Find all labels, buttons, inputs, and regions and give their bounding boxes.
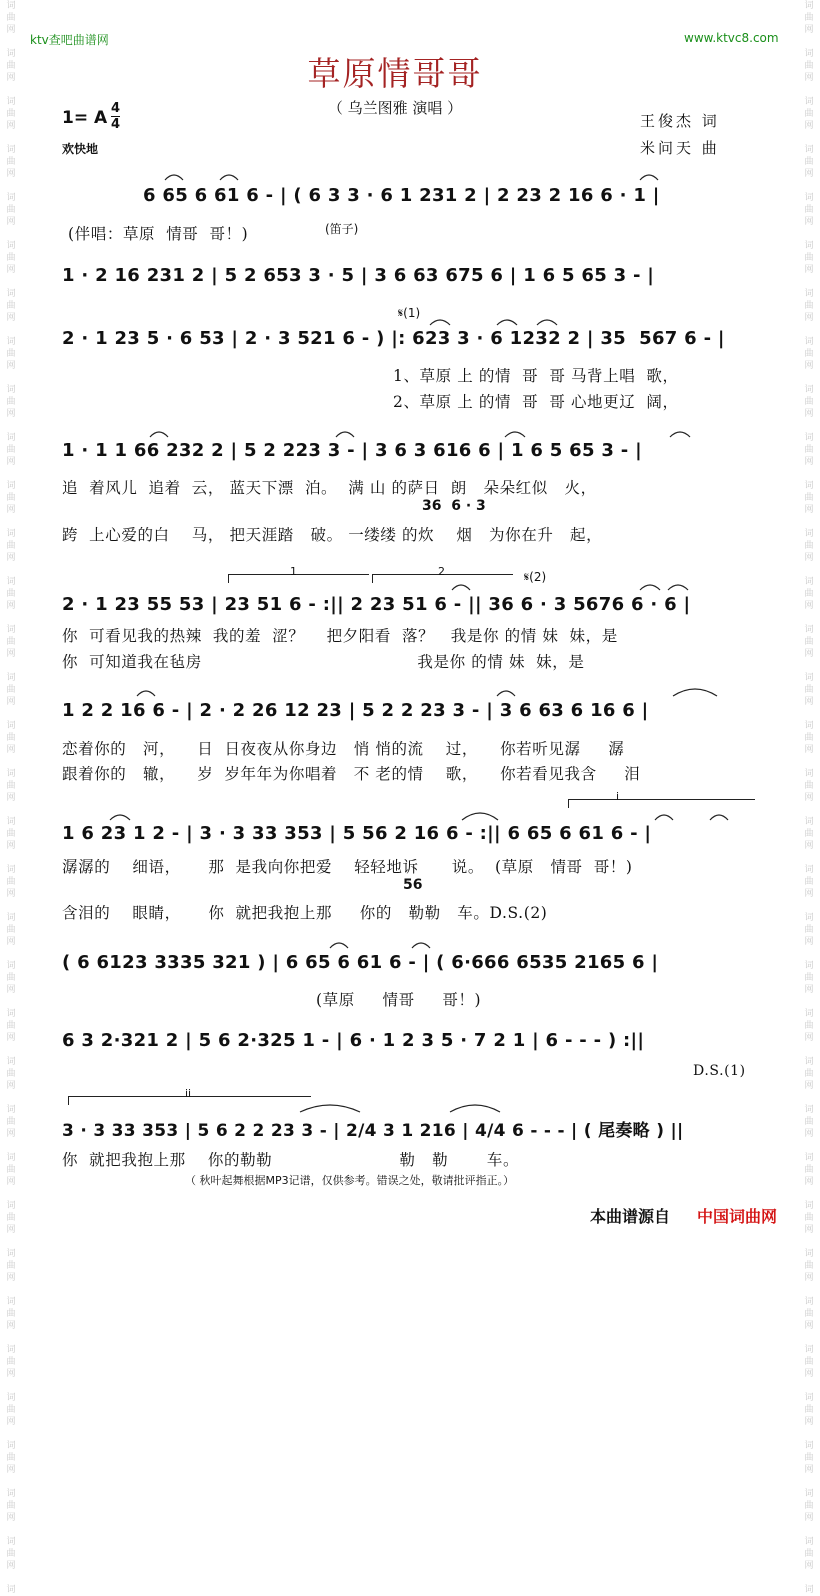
watermark-char: 网 bbox=[6, 457, 16, 467]
watermark-char: 网 bbox=[804, 601, 814, 611]
watermark-char: 曲 bbox=[804, 1453, 814, 1463]
watermark-char: 词 bbox=[6, 721, 16, 731]
watermark-char: 网 bbox=[6, 1225, 16, 1235]
watermark-char: 词 bbox=[804, 961, 814, 971]
watermark-char: 词 bbox=[6, 1057, 16, 1067]
watermark-char: 网 bbox=[804, 361, 814, 371]
watermark-char: 曲 bbox=[804, 1213, 814, 1223]
watermark-char: 词 bbox=[804, 1201, 814, 1211]
performer: （ 乌兰图雅 演唱 ） bbox=[327, 99, 463, 117]
watermark-char: 网 bbox=[6, 1081, 16, 1091]
watermark-char: 曲 bbox=[6, 733, 16, 743]
watermark-char: 曲 bbox=[6, 877, 16, 887]
watermark-char: 网 bbox=[6, 889, 16, 899]
watermark-char: 网 bbox=[804, 1177, 814, 1187]
watermark-char: 词 bbox=[804, 193, 814, 203]
watermark-char: 词 bbox=[804, 1009, 814, 1019]
watermark-char: 曲 bbox=[6, 109, 16, 119]
watermark-char: 网 bbox=[6, 265, 16, 275]
watermark-char: 曲 bbox=[6, 1309, 16, 1319]
volta-1-label: 1 bbox=[290, 565, 297, 578]
watermark-char: 曲 bbox=[804, 877, 814, 887]
lyric-verse1-line-6: 恋着你的 河， 日 日夜夜从你身边 悄 悄的流 过， 你若听见潺 潺 bbox=[62, 740, 625, 758]
watermark-char: 曲 bbox=[804, 1261, 814, 1271]
watermark-char: 词 bbox=[6, 1393, 16, 1403]
watermark-char: 曲 bbox=[804, 685, 814, 695]
watermark-char: 网 bbox=[804, 649, 814, 659]
watermark-char: 词 bbox=[804, 1057, 814, 1067]
watermark-gap bbox=[2, 1524, 20, 1536]
watermark-char: 词 bbox=[6, 1105, 16, 1115]
watermark-char: 网 bbox=[804, 793, 814, 803]
watermark-char: 网 bbox=[6, 1129, 16, 1139]
watermark-char: 词 bbox=[6, 289, 16, 299]
watermark-char: 曲 bbox=[6, 1261, 16, 1271]
score-line-1: 6 65 6 61 6 - | ( 6 3 3 · 6 1 231 2 | 2 23 2 16 6 · 1 | bbox=[143, 185, 660, 206]
watermark-char: 曲 bbox=[6, 301, 16, 311]
watermark-char: 网 bbox=[804, 1465, 814, 1475]
transcription-note: （ 秋叶起舞根据MP3记谱，仅供参考。错误之处，敬请批评指正。） bbox=[185, 1174, 515, 1187]
volta-2-label: 2 bbox=[438, 565, 445, 578]
watermark-char: 曲 bbox=[804, 733, 814, 743]
watermark-char: 词 bbox=[804, 529, 814, 539]
watermark-char: 词 bbox=[6, 1297, 16, 1307]
watermark-char: 词 bbox=[6, 865, 16, 875]
watermark-char: 网 bbox=[804, 169, 814, 179]
watermark-char: 网 bbox=[6, 25, 16, 35]
watermark-char: 网 bbox=[6, 313, 16, 323]
watermark-char: 词 bbox=[804, 1153, 814, 1163]
watermark-char: 词 bbox=[804, 625, 814, 635]
watermark-char: 网 bbox=[804, 1417, 814, 1427]
watermark-char: 网 bbox=[804, 313, 814, 323]
watermark-char: 网 bbox=[804, 1513, 814, 1523]
watermark-char: 曲 bbox=[804, 253, 814, 263]
watermark-gap bbox=[800, 1476, 818, 1488]
watermark-char: 词 bbox=[804, 49, 814, 59]
watermark-char: 曲 bbox=[6, 1357, 16, 1367]
watermark-char: 词 bbox=[804, 1, 814, 11]
watermark-char: 网 bbox=[6, 1369, 16, 1379]
watermark-char: 词 bbox=[6, 337, 16, 347]
watermark-char: 词 bbox=[804, 481, 814, 491]
watermark-char: 曲 bbox=[6, 1117, 16, 1127]
watermark-char: 词 bbox=[6, 49, 16, 59]
watermark-gap bbox=[2, 1332, 20, 1344]
watermark-char: 网 bbox=[6, 745, 16, 755]
watermark-char: 词 bbox=[6, 241, 16, 251]
watermark-char: 网 bbox=[804, 25, 814, 35]
watermark-char: 词 bbox=[6, 145, 16, 155]
watermark-char: 网 bbox=[804, 1033, 814, 1043]
score-line-4: 1 · 1 1 66 232 2 | 5 2 223 3 - | 3 6 3 616 6 | 1 6 5 65 3 - | bbox=[62, 440, 642, 461]
watermark-char: 词 bbox=[6, 385, 16, 395]
watermark-char: 曲 bbox=[804, 973, 814, 983]
watermark-char: 曲 bbox=[804, 1405, 814, 1415]
watermark-char: 网 bbox=[804, 1225, 814, 1235]
watermark-char: 曲 bbox=[6, 1501, 16, 1511]
watermark-char: 网 bbox=[804, 457, 814, 467]
watermark-char: 网 bbox=[804, 985, 814, 995]
watermark-char: 曲 bbox=[6, 445, 16, 455]
site-left[interactable]: ktv查吧曲谱网 bbox=[30, 33, 109, 47]
watermark-char: 词 bbox=[804, 577, 814, 587]
watermark-gap bbox=[2, 1476, 20, 1488]
dal-segno-1: D.S.(1) bbox=[693, 1063, 746, 1079]
watermark-char: 曲 bbox=[6, 1453, 16, 1463]
watermark-char: 曲 bbox=[804, 445, 814, 455]
watermark-char: 词 bbox=[804, 145, 814, 155]
watermark-char: 词 bbox=[6, 817, 16, 827]
watermark-gap bbox=[800, 1380, 818, 1392]
watermark-char: 网 bbox=[804, 745, 814, 755]
lyric-line-1: (伴唱：草原 情哥 哥！) bbox=[68, 225, 249, 243]
watermark-char: 词 bbox=[804, 673, 814, 683]
watermark-char: 曲 bbox=[804, 925, 814, 935]
watermark-char: 曲 bbox=[804, 61, 814, 71]
watermark-char: 曲 bbox=[6, 973, 16, 983]
lyric-verse2-line-4: 跨 上心爱的白 马， 把天涯踏 破。 一缕缕 的炊 烟 为你在升 起， bbox=[62, 526, 603, 544]
watermark-gap bbox=[800, 1332, 818, 1344]
lyric-verse1-line-7: 潺潺的 细语， 那 是我向你把爱 轻轻地诉 说。 (草原 情哥 哥！) bbox=[62, 858, 633, 876]
watermark-char: 曲 bbox=[6, 397, 16, 407]
lyric-verse2-line-5: 你 可知道我在毡房 我是你 的情 妹 妹，是 bbox=[62, 653, 585, 671]
watermark-gap bbox=[2, 1428, 20, 1440]
watermark-char: 曲 bbox=[804, 1549, 814, 1559]
watermark-char: 网 bbox=[804, 409, 814, 419]
watermark-gap bbox=[2, 1380, 20, 1392]
watermark-char: 曲 bbox=[6, 1021, 16, 1031]
watermark-char: 词 bbox=[6, 1537, 16, 1547]
watermark-gap bbox=[800, 1524, 818, 1536]
watermark-char: 词 bbox=[804, 289, 814, 299]
watermark-char: 网 bbox=[804, 553, 814, 563]
watermark-char: 曲 bbox=[804, 1021, 814, 1031]
watermark-char: 词 bbox=[6, 1441, 16, 1451]
watermark-char: 曲 bbox=[804, 829, 814, 839]
lyric-verse1-line-5: 你 可看见我的热辣 我的羞 涩？ 把夕阳看 落？ 我是你 的情 妹 妹，是 bbox=[62, 627, 618, 645]
watermark-char: 词 bbox=[804, 865, 814, 875]
watermark-char: 曲 bbox=[804, 109, 814, 119]
watermark-char: 曲 bbox=[6, 61, 16, 71]
watermark-char: 曲 bbox=[804, 1117, 814, 1127]
watermark-char: 网 bbox=[6, 1465, 16, 1475]
watermark-char: 曲 bbox=[804, 1069, 814, 1079]
watermark-char: 网 bbox=[804, 1321, 814, 1331]
watermark-char: 网 bbox=[804, 1273, 814, 1283]
watermark-char: 词 bbox=[6, 673, 16, 683]
watermark-char: 网 bbox=[804, 265, 814, 275]
lyric-verse2-line-7: 含泪的 眼睛， 你 就把我抱上那 你的 勒勒 车。D.S.(2) bbox=[62, 904, 548, 922]
score-line-10: 3 · 3 33 353 | 5 6 2 2 23 3 - | 2/4 3 1 216 | 4/4 6 - - - | ( 尾奏略 ) || bbox=[62, 1121, 684, 1141]
watermark-char: 词 bbox=[804, 1297, 814, 1307]
score-line-7: 1 6 23 1 2 - | 3 · 3 33 353 | 5 56 2 16 6 - :|| 6 65 6 61 6 - | bbox=[62, 823, 652, 844]
watermark-char: 词 bbox=[804, 721, 814, 731]
watermark-char: 词 bbox=[804, 1537, 814, 1547]
watermark-char: 曲 bbox=[6, 493, 16, 503]
watermark-char: 词 bbox=[6, 577, 16, 587]
watermark-char: 词 bbox=[804, 433, 814, 443]
watermark-char: 网 bbox=[6, 1417, 16, 1427]
watermark-char: 词 bbox=[6, 481, 16, 491]
meter-bottom: 4 bbox=[111, 117, 121, 132]
lyric-line-8: (草原 情哥 哥！) bbox=[316, 991, 482, 1009]
watermark-char: 词 bbox=[804, 1249, 814, 1259]
watermark-char: 曲 bbox=[6, 1549, 16, 1559]
watermark-char: 网 bbox=[6, 1561, 16, 1571]
watermark-char: 曲 bbox=[6, 13, 16, 23]
watermark-char: 网 bbox=[6, 1513, 16, 1523]
watermark-char: 词 bbox=[6, 961, 16, 971]
watermark-char: 网 bbox=[804, 841, 814, 851]
watermark-char: 网 bbox=[804, 697, 814, 707]
watermark-char: 词 bbox=[6, 97, 16, 107]
watermark-char: 曲 bbox=[804, 1357, 814, 1367]
watermark-char: 网 bbox=[804, 73, 814, 83]
watermark-char: 网 bbox=[6, 649, 16, 659]
watermark-char: 网 bbox=[804, 121, 814, 131]
lyricist: 王俊杰 词 bbox=[640, 112, 720, 130]
watermark-char: 曲 bbox=[6, 1069, 16, 1079]
lyric-line-10: 你 就把我抱上那 你的勒勒 勒 勒 车。 bbox=[62, 1151, 520, 1169]
watermark-char: 词 bbox=[6, 769, 16, 779]
watermark-char: 网 bbox=[6, 217, 16, 227]
watermark-char: 曲 bbox=[6, 1405, 16, 1415]
volta-i-label: i bbox=[616, 790, 620, 803]
watermark-char: 网 bbox=[6, 121, 16, 131]
watermark-char: 词 bbox=[6, 1201, 16, 1211]
watermark-char: 词 bbox=[804, 385, 814, 395]
composer: 米问天 曲 bbox=[640, 139, 720, 157]
score-line-6: 1 2 2 16 6 - | 2 · 2 26 12 23 | 5 2 2 23 3 - | 3 6 63 6 16 6 | bbox=[62, 700, 649, 721]
source-site-link[interactable]: 中国词曲网 bbox=[697, 1207, 778, 1226]
watermark-char: 曲 bbox=[804, 589, 814, 599]
score-line-3: 2 · 1 23 5 · 6 53 | 2 · 3 521 6 - ) |: 623 3 · 6 1232 2 | 35 567 6 - | bbox=[62, 328, 725, 349]
watermark-char: 曲 bbox=[6, 157, 16, 167]
watermark-char: 词 bbox=[804, 1393, 814, 1403]
watermark-char: 网 bbox=[6, 505, 16, 515]
watermark-char: 曲 bbox=[804, 301, 814, 311]
score-line-8: ( 6 6123 3335 321 ) | 6 65 6 61 6 - | ( 6·666 6535 2165 6 | bbox=[62, 952, 659, 973]
watermark-char: 词 bbox=[804, 1489, 814, 1499]
lyric-verse2-line-6: 跟着你的 辙， 岁 岁年年为你唱着 不 老的情 歌， 你若看见我含 泪 bbox=[62, 765, 641, 783]
watermark-char: 词 bbox=[804, 337, 814, 347]
watermark-char: 曲 bbox=[6, 349, 16, 359]
watermark-char: 网 bbox=[804, 1081, 814, 1091]
watermark-char: 网 bbox=[6, 937, 16, 947]
watermark-char: 词 bbox=[6, 913, 16, 923]
watermark-char: 曲 bbox=[804, 13, 814, 23]
watermark-char: 曲 bbox=[6, 781, 16, 791]
watermark-char: 曲 bbox=[804, 1165, 814, 1175]
meter-top: 4 bbox=[111, 101, 121, 116]
alt-notes-line-4: 36 6 · 3 bbox=[422, 498, 486, 514]
watermark-char: 网 bbox=[6, 1033, 16, 1043]
watermark-gap bbox=[2, 1284, 20, 1296]
watermark-char: 词 bbox=[804, 913, 814, 923]
watermark-char: 曲 bbox=[6, 1165, 16, 1175]
watermark-char: 词 bbox=[6, 1489, 16, 1499]
score-line-5: 2 · 1 23 55 53 | 23 51 6 - :|| 2 23 51 6 - || 36 6 · 3 5676 6 · 6 | bbox=[62, 594, 691, 615]
watermark-char: 曲 bbox=[804, 493, 814, 503]
watermark-char: 网 bbox=[6, 409, 16, 419]
watermark-char: 网 bbox=[6, 841, 16, 851]
watermark-char: 词 bbox=[804, 97, 814, 107]
watermark-char: 词 bbox=[6, 1249, 16, 1259]
lyric-verse1-line-4: 追 着风儿 追着 云， 蓝天下漂 泊。 满 山 的萨日 朗 朵朵红似 火， bbox=[62, 479, 597, 497]
watermark-gap bbox=[800, 1572, 818, 1584]
watermark-char: 词 bbox=[804, 1585, 814, 1595]
volta-ii-label: ii bbox=[185, 1087, 192, 1100]
watermark-gap bbox=[800, 1428, 818, 1440]
watermark-char: 网 bbox=[6, 1177, 16, 1187]
score-line-2: 1 · 2 16 231 2 | 5 2 653 3 · 5 | 3 6 63 675 6 | 1 6 5 65 3 - | bbox=[62, 265, 655, 286]
watermark-char: 网 bbox=[804, 1369, 814, 1379]
watermark-char: 曲 bbox=[804, 1309, 814, 1319]
score-line-9: 6 3 2·321 2 | 5 6 2·325 1 - | 6 · 1 2 3 5 · 7 2 1 | 6 - - - ) :|| bbox=[62, 1030, 645, 1051]
song-title: 草原情哥哥 bbox=[307, 54, 483, 93]
lyric-verse2-line-3: 2、草原 上 的情 哥 哥 心地更辽 阔， bbox=[393, 393, 679, 411]
watermark-char: 网 bbox=[804, 1561, 814, 1571]
watermark-char: 网 bbox=[6, 553, 16, 563]
tempo-marking: 欢快地 bbox=[62, 142, 99, 156]
segno-2: 𝄋(2) bbox=[524, 570, 547, 584]
watermark-char: 词 bbox=[6, 1, 16, 11]
watermark-char: 网 bbox=[6, 697, 16, 707]
watermark-char: 网 bbox=[804, 1129, 814, 1139]
watermark-char: 曲 bbox=[804, 349, 814, 359]
watermark-char: 网 bbox=[804, 889, 814, 899]
watermark-char: 词 bbox=[6, 625, 16, 635]
watermark-char: 网 bbox=[804, 505, 814, 515]
watermark-char: 网 bbox=[6, 601, 16, 611]
watermark-char: 词 bbox=[804, 1345, 814, 1355]
watermark-char: 曲 bbox=[6, 685, 16, 695]
watermark-char: 网 bbox=[6, 361, 16, 371]
watermark-char: 曲 bbox=[6, 829, 16, 839]
lyric-verse1-line-3: 1、草原 上 的情 哥 哥 马背上唱 歌， bbox=[393, 367, 679, 385]
watermark-char: 网 bbox=[6, 793, 16, 803]
watermark-char: 网 bbox=[804, 217, 814, 227]
watermark-char: 网 bbox=[6, 1273, 16, 1283]
watermark-char: 曲 bbox=[6, 541, 16, 551]
watermark-char: 词 bbox=[6, 1585, 16, 1595]
alt-notes-line-7: 56 bbox=[403, 877, 423, 893]
watermark-char: 词 bbox=[804, 241, 814, 251]
watermark-char: 词 bbox=[6, 433, 16, 443]
watermark-char: 曲 bbox=[6, 925, 16, 935]
watermark-char: 词 bbox=[804, 1441, 814, 1451]
watermark-char: 网 bbox=[804, 937, 814, 947]
watermark-char: 词 bbox=[804, 817, 814, 827]
key-signature: 1= A bbox=[62, 108, 108, 128]
watermark-char: 网 bbox=[6, 73, 16, 83]
watermark-char: 词 bbox=[804, 1105, 814, 1115]
watermark-char: 曲 bbox=[6, 589, 16, 599]
watermark-char: 曲 bbox=[804, 1501, 814, 1511]
segno-1: 𝄋(1) bbox=[398, 306, 421, 320]
watermark-char: 曲 bbox=[6, 205, 16, 215]
watermark-char: 网 bbox=[6, 1321, 16, 1331]
watermark-char: 曲 bbox=[804, 157, 814, 167]
watermark-char: 曲 bbox=[804, 541, 814, 551]
watermark-char: 曲 bbox=[804, 637, 814, 647]
watermark-char: 曲 bbox=[6, 637, 16, 647]
watermark-char: 词 bbox=[804, 769, 814, 779]
watermark-char: 曲 bbox=[804, 205, 814, 215]
watermark-gap bbox=[2, 1572, 20, 1584]
watermark-gap bbox=[800, 1284, 818, 1296]
watermark-char: 曲 bbox=[6, 253, 16, 263]
watermark-char: 词 bbox=[6, 1345, 16, 1355]
site-right[interactable]: www.ktvc8.com bbox=[684, 31, 779, 45]
watermark-char: 词 bbox=[6, 529, 16, 539]
instrument-note: (笛子) bbox=[325, 222, 359, 236]
watermark-char: 网 bbox=[6, 169, 16, 179]
watermark-char: 词 bbox=[6, 1009, 16, 1019]
watermark-char: 曲 bbox=[804, 781, 814, 791]
watermark-char: 词 bbox=[6, 193, 16, 203]
source-label: 本曲谱源自 bbox=[590, 1207, 671, 1226]
watermark-char: 词 bbox=[6, 1153, 16, 1163]
watermark-char: 曲 bbox=[6, 1213, 16, 1223]
watermark-char: 曲 bbox=[804, 397, 814, 407]
watermark-char: 网 bbox=[6, 985, 16, 995]
